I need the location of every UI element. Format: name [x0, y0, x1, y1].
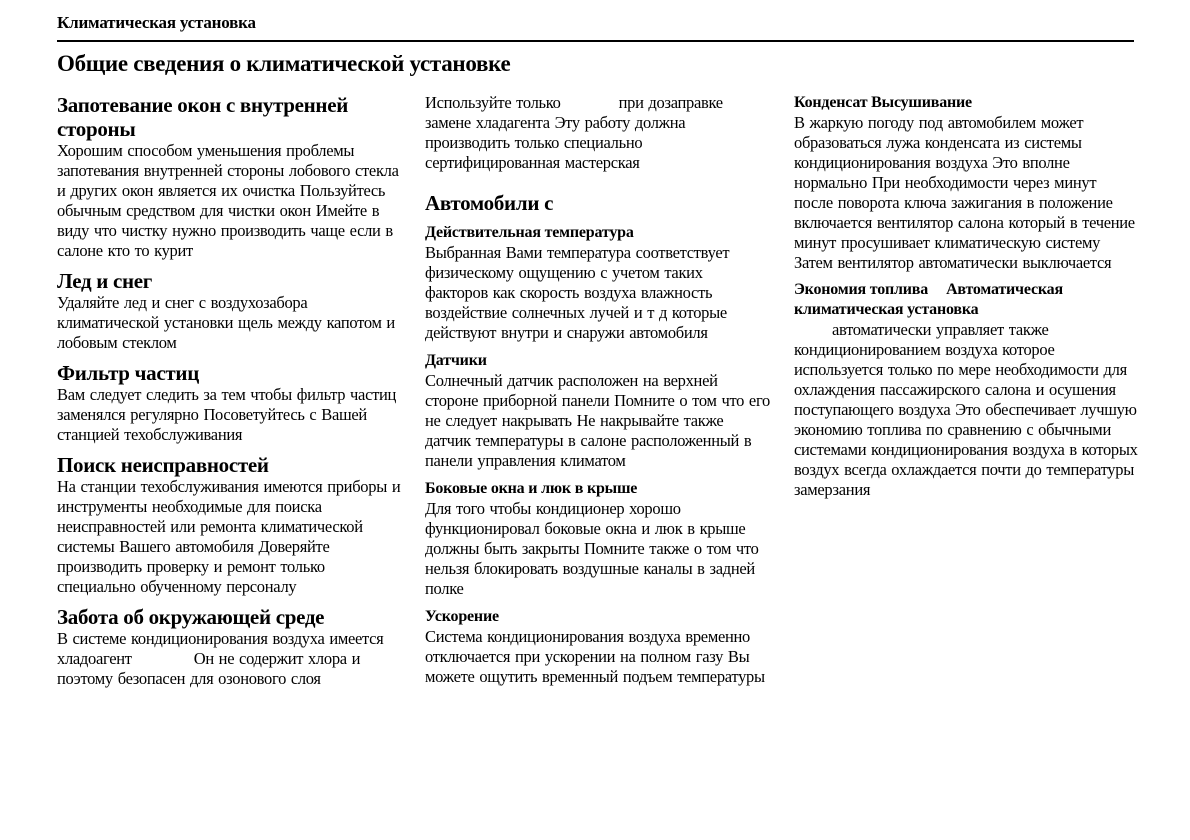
subsection-text: Для того чтобы кондиционер хорошо функционировал боковые окна и люк в крыше должны быть закрыты Помните также о том что нельзя блокировать воздушные каналы в задней полке	[425, 499, 759, 598]
subsection-text: Система кондиционирования воздуха временно отключается при ускорении на полном газу Вы можете ощутить временный подъем температуры	[425, 627, 765, 686]
heading-part: Экономия топлива	[794, 281, 929, 298]
header-divider	[57, 40, 1134, 42]
intro-text-part: при дозаправке замене хладагента Эту работу должна производить только специально сертифицированная мастерская	[425, 93, 723, 172]
section-text: На станции техобслуживания имеются приборы и инструменты необходимые для поиска неисправностей или ремонта климатической системы Вашего автомобиля Доверяйте производить проверку и ремонт только специально обученному персоналу	[57, 477, 401, 596]
subsection-text: В жаркую погоду под автомобилем может образоваться лужа конденсата из системы кондиционирования воздуха Это вполне нормально При необходимости через минут после поворота ключа зажигания в положение включается вентилятор салона который в течение минут просушивает климатическую систему Затем вентилятор автоматически выключается	[794, 113, 1135, 272]
section-particle-filter	[57, 361, 402, 445]
subsection-heading: Датчики	[425, 352, 487, 369]
subsection-fuel-economy	[794, 280, 1139, 500]
section-window-fogging	[57, 93, 402, 261]
section-text-part: В системе кондиционирования воздуха имеется хладоагент	[57, 629, 384, 668]
section-heading: Лед и снег	[57, 269, 153, 293]
column-left	[57, 93, 402, 689]
refrigerant-intro-text	[425, 93, 770, 173]
section-heading: Фильтр частиц	[57, 361, 200, 385]
section-text: Вам следует следить за тем чтобы фильтр частиц заменялся регулярно Посоветуйтесь с Вашей станцией техобслуживания	[57, 385, 397, 444]
section-text-part: Он не содержит хлора и поэтому безопасен для озонового слоя	[57, 649, 361, 688]
subsection-text: Солнечный датчик расположен на верхней стороне приборной панели Помните о том что его не следует накрывать Не накрывайте также датчик температуры в салоне расположенный в панели управления климатом	[425, 371, 770, 470]
subsection-sensors	[425, 351, 770, 471]
running-header-title: Климатическая установка	[57, 13, 256, 32]
intro-text-part: Используйте только	[425, 93, 561, 112]
section-text	[57, 629, 402, 689]
heading-part: Автоматическая климатическая установка	[794, 281, 1063, 318]
column-middle	[425, 93, 770, 687]
subsection-actual-temperature	[425, 223, 770, 343]
subsection-text: Выбранная Вами температура соответствует физическому ощущению с учетом таких факторов как скорость воздуха влажность воздействие солнечных лучей и т д которые действуют внутри и снаружи автомобиля	[425, 243, 730, 342]
section-troubleshooting	[57, 453, 402, 597]
subsection-acceleration	[425, 607, 770, 687]
section-text: Удаляйте лед и снег с воздухозабора климатической установки щель между капотом и лобовым стеклом	[57, 293, 395, 352]
column-right	[794, 93, 1139, 500]
subsection-text-part: автоматически управляет также кондиционированием воздуха которое используется только по мере необходимости для охлаждения пассажирского салона и осушения поступающего воздуха Это обеспечивает лучшую экономию топлива по сравнению с обычными системами кондиционирования воздуха в которых воздух всегда охлаждается почти до температуры замерзания	[794, 320, 1138, 499]
page-title: Общие сведения о климатической установке	[57, 51, 511, 76]
subsection-condensate	[794, 93, 1139, 273]
section-text: Хорошим способом уменьшения проблемы запотевания внутренней стороны лобового стекла и других окон является их очистка Пользуйтесь обычным средством для чистки окон Имейте в виду что чистку нужно производить чаще если в салоне кто то курит	[57, 141, 399, 260]
subsection-heading	[794, 280, 1139, 320]
subsection-heading: Действительная температура	[425, 224, 634, 241]
cars-with-heading: Автомобили с	[425, 191, 554, 215]
subsection-heading: Конденсат Высушивание	[794, 94, 972, 111]
section-heading: Забота об окружающей среде	[57, 605, 325, 629]
subsection-text	[794, 320, 1139, 500]
section-heading: Поиск неисправностей	[57, 453, 269, 477]
subsection-side-windows-sunroof	[425, 479, 770, 599]
section-heading: Запотевание окон с внутренней стороны	[57, 93, 349, 141]
subsection-heading: Боковые окна и люк в крыше	[425, 480, 638, 497]
section-ice-snow	[57, 269, 402, 353]
section-environment	[57, 605, 402, 689]
subsection-heading: Ускорение	[425, 608, 499, 625]
